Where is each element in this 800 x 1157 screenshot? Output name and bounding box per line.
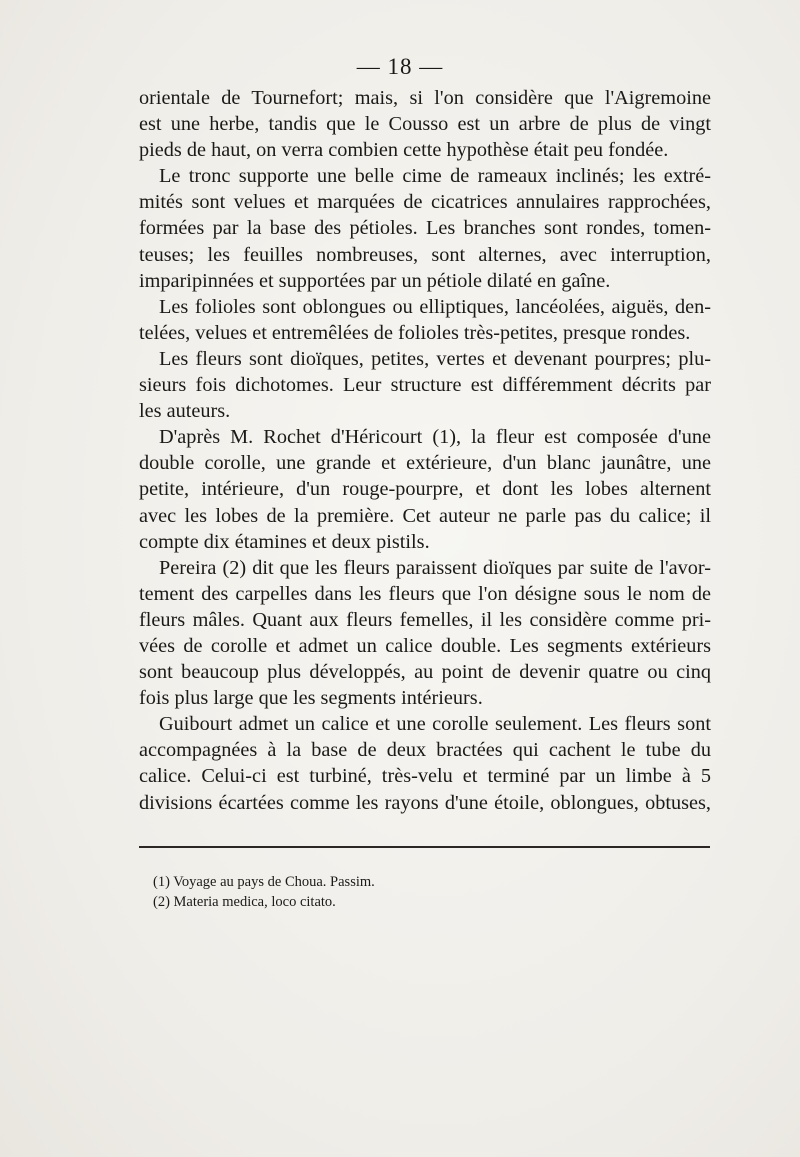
text-line: imparipinnées et supportées par un pétiole dilaté en gaîne. xyxy=(139,269,611,292)
text-line: tement des carpelles dans les fleurs que l'on désigne sous le nom de xyxy=(139,582,711,605)
text-line: Les fleurs sont dioïques, petites, vertes et devenant pourpres; plu- xyxy=(159,347,711,370)
footnote-divider xyxy=(139,846,710,848)
paragraph xyxy=(139,424,711,554)
paragraph xyxy=(139,711,711,815)
paragraph xyxy=(139,294,711,346)
text-line: accompagnées à la base de deux bractées qui cachent le tube du xyxy=(139,739,711,762)
text-line: D'après M. Rochet d'Héricourt (1), la fleur est composée d'une xyxy=(159,426,711,449)
text-line: divisions écartées comme les rayons d'une étoile, oblongues, obtuses, xyxy=(139,791,711,814)
footnote: (1) Voyage au pays de Choua. Passim. xyxy=(153,874,375,890)
text-line: Le tronc supporte une belle cime de rameaux inclinés; les extré- xyxy=(159,165,711,188)
text-line: sont beaucoup plus développés, au point de devenir quatre ou cinq xyxy=(139,661,711,684)
text-line: pieds de haut, on verra combien cette hypothèse était peu fondée. xyxy=(139,139,669,162)
text-line: formées par la base des pétioles. Les branches sont rondes, tomen- xyxy=(139,217,711,240)
text-line: fois plus large que les segments intérieurs. xyxy=(139,687,483,710)
text-line: teuses; les feuilles nombreuses, sont alternes, avec interruption, xyxy=(139,243,711,266)
text-line: Les folioles sont oblongues ou elliptiques, lancéolées, aiguës, den- xyxy=(159,295,711,318)
text-line: vées de corolle et admet un calice double. Les segments extérieurs xyxy=(139,634,711,657)
text-line: double corolle, une grande et extérieure, d'un blanc jaunâtre, une xyxy=(139,452,711,475)
text-line: telées, velues et entremêlées de folioles très-petites, presque rondes. xyxy=(139,321,691,344)
text-line: avec les lobes de la première. Cet auteur ne parle pas du calice; il xyxy=(139,504,711,527)
page-number: — 18 — xyxy=(356,54,444,79)
text-line: calice. Celui-ci est turbiné, très-velu et terminé par un limbe à 5 xyxy=(139,765,711,788)
paragraph xyxy=(139,85,711,163)
text-line: est une herbe, tandis que le Cousso est un arbre de plus de vingt xyxy=(139,113,711,136)
text-line: sieurs fois dichotomes. Leur structure est différemment décrits par xyxy=(139,374,711,397)
footnote: (2) Materia medica, loco citato. xyxy=(153,894,336,910)
text-line: Pereira (2) dit que les fleurs paraissent dioïques par suite de l'avor- xyxy=(159,556,711,579)
paragraph xyxy=(139,555,711,712)
text-line: compte dix étamines et deux pistils. xyxy=(139,530,430,553)
text-line: les auteurs. xyxy=(139,400,231,423)
text-line: mités sont velues et marquées de cicatrices annulaires rapprochées, xyxy=(139,191,711,214)
text-line: orientale de Tournefort; mais, si l'on considère que l'Aigremoine xyxy=(139,87,711,109)
paragraph xyxy=(139,346,711,424)
text-line: Guibourt admet un calice et une corolle seulement. Les fleurs sont xyxy=(159,713,711,736)
text-line: petite, intérieure, d'un rouge-pourpre, et dont les lobes alternent xyxy=(139,478,711,501)
paragraph xyxy=(139,163,711,293)
footnotes xyxy=(153,872,653,912)
text-line: fleurs mâles. Quant aux fleurs femelles, il les considère comme pri- xyxy=(139,608,711,631)
body-text xyxy=(139,85,711,816)
